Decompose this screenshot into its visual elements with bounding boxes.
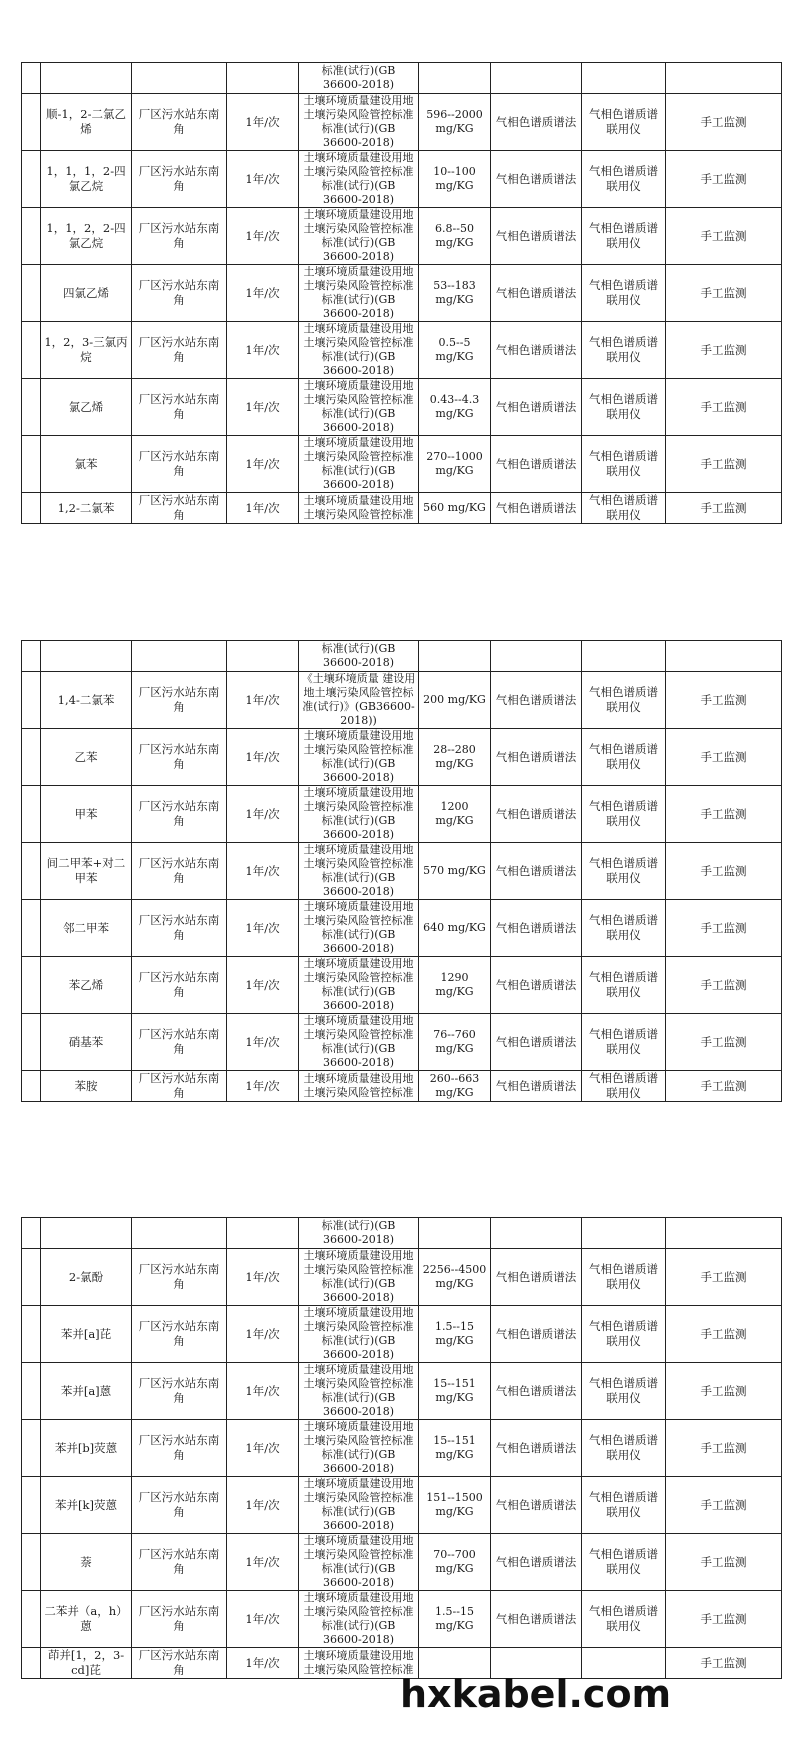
method-cell: 气相色谱质谱法 [491, 151, 582, 208]
standard-cell: 土壤环境质量建设用地土壤污染风险管控标准 [299, 493, 419, 524]
instrument-cell: 气相色谱质谱联用仪 [582, 1591, 666, 1648]
method-cell: 气相色谱质谱法 [491, 1420, 582, 1477]
method-cell: 气相色谱质谱法 [491, 1477, 582, 1534]
mode-cell: 手工监测 [666, 1534, 782, 1591]
index-cell [22, 1071, 41, 1102]
instrument-cell: 气相色谱质谱联用仪 [582, 322, 666, 379]
mode-cell: 手工监测 [666, 1477, 782, 1534]
standard-cell: 标准(试行)(GB 36600-2018) [299, 63, 419, 94]
location-cell: 厂区污水站东南角 [132, 1648, 227, 1679]
limit-cell: 151--1500 mg/KG [419, 1477, 491, 1534]
index-cell [22, 208, 41, 265]
index-cell [22, 493, 41, 524]
frequency-cell: 1年/次 [227, 1306, 299, 1363]
mode-cell: 手工监测 [666, 1363, 782, 1420]
mode-cell: 手工监测 [666, 786, 782, 843]
item-cell: 1，2，3-三氯丙烷 [41, 322, 132, 379]
mode-cell: 手工监测 [666, 265, 782, 322]
method-cell: 气相色谱质谱法 [491, 786, 582, 843]
frequency-cell: 1年/次 [227, 1363, 299, 1420]
standard-cell: 土壤环境质量建设用地土壤污染风险管控标准标准(试行)(GB 36600-2018) [299, 1591, 419, 1648]
frequency-cell: 1年/次 [227, 900, 299, 957]
item-cell: 苯胺 [41, 1071, 132, 1102]
limit-cell: 560 mg/KG [419, 493, 491, 524]
standard-cell: 土壤环境质量建设用地土壤污染风险管控标准标准(试行)(GB 36600-2018) [299, 843, 419, 900]
location-cell: 厂区污水站东南角 [132, 151, 227, 208]
table-row [22, 322, 782, 379]
table-row [22, 379, 782, 436]
mode-cell: 手工监测 [666, 957, 782, 1014]
location-cell: 厂区污水站东南角 [132, 1420, 227, 1477]
standard-cell: 土壤环境质量建设用地土壤污染风险管控标准标准(试行)(GB 36600-2018) [299, 729, 419, 786]
location-cell: 厂区污水站东南角 [132, 436, 227, 493]
item-cell: 顺-1，2-二氯乙烯 [41, 94, 132, 151]
frequency-cell: 1年/次 [227, 1477, 299, 1534]
standard-cell: 《土壤环境质量 建设用地土壤污染风险管控标准(试行)》(GB36600-2018)) [299, 672, 419, 729]
frequency-cell: 1年/次 [227, 843, 299, 900]
table-row [22, 1014, 782, 1071]
location-cell: 厂区污水站东南角 [132, 786, 227, 843]
location-cell: 厂区污水站东南角 [132, 265, 227, 322]
limit-cell: 1.5--15 mg/KG [419, 1306, 491, 1363]
empty-cell [132, 63, 227, 94]
index-cell [22, 1249, 41, 1306]
limit-cell: 1200 mg/KG [419, 786, 491, 843]
mode-cell: 手工监测 [666, 322, 782, 379]
table-row [22, 1071, 782, 1102]
index-cell [22, 1363, 41, 1420]
table-row-continuation [22, 63, 782, 94]
index-cell [22, 843, 41, 900]
instrument-cell: 气相色谱质谱联用仪 [582, 900, 666, 957]
frequency-cell: 1年/次 [227, 436, 299, 493]
limit-cell: 6.8--50 mg/KG [419, 208, 491, 265]
empty-cell [582, 1218, 666, 1249]
table-row [22, 1591, 782, 1648]
method-cell: 气相色谱质谱法 [491, 1534, 582, 1591]
empty-cell [491, 641, 582, 672]
method-cell: 气相色谱质谱法 [491, 1014, 582, 1071]
standard-cell: 土壤环境质量建设用地土壤污染风险管控标准标准(试行)(GB 36600-2018) [299, 94, 419, 151]
table-row [22, 672, 782, 729]
location-cell: 厂区污水站东南角 [132, 94, 227, 151]
mode-cell: 手工监测 [666, 729, 782, 786]
index-cell [22, 729, 41, 786]
standard-cell: 土壤环境质量建设用地土壤污染风险管控标准标准(试行)(GB 36600-2018) [299, 265, 419, 322]
instrument-cell: 气相色谱质谱联用仪 [582, 436, 666, 493]
instrument-cell: 气相色谱质谱联用仪 [582, 151, 666, 208]
table-row [22, 843, 782, 900]
frequency-cell: 1年/次 [227, 1014, 299, 1071]
mode-cell: 手工监测 [666, 1648, 782, 1679]
empty-cell [41, 641, 132, 672]
instrument-cell: 气相色谱质谱联用仪 [582, 1071, 666, 1102]
limit-cell: 1290 mg/KG [419, 957, 491, 1014]
monitoring-table [21, 640, 782, 1102]
instrument-cell: 气相色谱质谱联用仪 [582, 94, 666, 151]
item-cell: 茚并[1，2，3-cd]芘 [41, 1648, 132, 1679]
empty-cell [41, 63, 132, 94]
limit-cell: 260--663 mg/KG [419, 1071, 491, 1102]
table-row-continuation [22, 1218, 782, 1249]
instrument-cell: 气相色谱质谱联用仪 [582, 265, 666, 322]
instrument-cell: 气相色谱质谱联用仪 [582, 1534, 666, 1591]
table-row [22, 208, 782, 265]
frequency-cell: 1年/次 [227, 94, 299, 151]
instrument-cell: 气相色谱质谱联用仪 [582, 1420, 666, 1477]
standard-cell: 土壤环境质量建设用地土壤污染风险管控标准 [299, 1648, 419, 1679]
index-cell [22, 1591, 41, 1648]
frequency-cell: 1年/次 [227, 1648, 299, 1679]
index-cell [22, 1477, 41, 1534]
empty-cell [227, 641, 299, 672]
mode-cell: 手工监测 [666, 843, 782, 900]
location-cell: 厂区污水站东南角 [132, 843, 227, 900]
method-cell: 气相色谱质谱法 [491, 379, 582, 436]
frequency-cell: 1年/次 [227, 1591, 299, 1648]
mode-cell: 手工监测 [666, 436, 782, 493]
method-cell: 气相色谱质谱法 [491, 1591, 582, 1648]
frequency-cell: 1年/次 [227, 151, 299, 208]
standard-cell: 土壤环境质量建设用地土壤污染风险管控标准标准(试行)(GB 36600-2018) [299, 208, 419, 265]
table-row-continuation [22, 641, 782, 672]
standard-cell: 土壤环境质量建设用地土壤污染风险管控标准标准(试行)(GB 36600-2018) [299, 322, 419, 379]
mode-cell: 手工监测 [666, 1306, 782, 1363]
location-cell: 厂区污水站东南角 [132, 208, 227, 265]
location-cell: 厂区污水站东南角 [132, 1249, 227, 1306]
item-cell: 萘 [41, 1534, 132, 1591]
standard-cell: 土壤环境质量建设用地土壤污染风险管控标准标准(试行)(GB 36600-2018) [299, 1477, 419, 1534]
table-row [22, 957, 782, 1014]
table-row [22, 436, 782, 493]
standard-cell: 土壤环境质量建设用地土壤污染风险管控标准标准(试行)(GB 36600-2018) [299, 1363, 419, 1420]
table-row [22, 1363, 782, 1420]
mode-cell: 手工监测 [666, 900, 782, 957]
empty-cell [132, 641, 227, 672]
table-row [22, 94, 782, 151]
location-cell: 厂区污水站东南角 [132, 900, 227, 957]
limit-cell: 0.5--5 mg/KG [419, 322, 491, 379]
method-cell: 气相色谱质谱法 [491, 957, 582, 1014]
item-cell: 1,4-二氯苯 [41, 672, 132, 729]
table-row [22, 1534, 782, 1591]
index-cell [22, 94, 41, 151]
frequency-cell: 1年/次 [227, 1249, 299, 1306]
standard-cell: 土壤环境质量建设用地土壤污染风险管控标准标准(试行)(GB 36600-2018) [299, 1014, 419, 1071]
item-cell: 氯乙烯 [41, 379, 132, 436]
instrument-cell: 气相色谱质谱联用仪 [582, 1306, 666, 1363]
frequency-cell: 1年/次 [227, 672, 299, 729]
empty-cell [582, 641, 666, 672]
index-cell [22, 379, 41, 436]
index-cell [22, 1306, 41, 1363]
frequency-cell: 1年/次 [227, 208, 299, 265]
item-cell: 氯苯 [41, 436, 132, 493]
standard-cell: 土壤环境质量建设用地土壤污染风险管控标准标准(试行)(GB 36600-2018) [299, 900, 419, 957]
method-cell: 气相色谱质谱法 [491, 1249, 582, 1306]
item-cell: 2-氯酚 [41, 1249, 132, 1306]
mode-cell: 手工监测 [666, 379, 782, 436]
limit-cell: 15--151 mg/KG [419, 1420, 491, 1477]
limit-cell: 76--760 mg/KG [419, 1014, 491, 1071]
table-row [22, 1306, 782, 1363]
standard-cell: 土壤环境质量建设用地土壤污染风险管控标准标准(试行)(GB 36600-2018) [299, 1249, 419, 1306]
index-cell [22, 1648, 41, 1679]
frequency-cell: 1年/次 [227, 1420, 299, 1477]
limit-cell: 270--1000 mg/KG [419, 436, 491, 493]
location-cell: 厂区污水站东南角 [132, 1014, 227, 1071]
mode-cell: 手工监测 [666, 208, 782, 265]
empty-cell [22, 63, 41, 94]
monitoring-table [21, 62, 782, 524]
limit-cell: 2256--4500 mg/KG [419, 1249, 491, 1306]
item-cell: 1，1，1，2-四氯乙烷 [41, 151, 132, 208]
table-row [22, 786, 782, 843]
empty-cell [227, 63, 299, 94]
method-cell: 气相色谱质谱法 [491, 900, 582, 957]
location-cell: 厂区污水站东南角 [132, 1071, 227, 1102]
method-cell: 气相色谱质谱法 [491, 322, 582, 379]
item-cell: 苯并[a]蒽 [41, 1363, 132, 1420]
index-cell [22, 957, 41, 1014]
item-cell: 苯乙烯 [41, 957, 132, 1014]
table-row [22, 900, 782, 957]
table-row [22, 729, 782, 786]
standard-cell: 土壤环境质量建设用地土壤污染风险管控标准标准(试行)(GB 36600-2018) [299, 957, 419, 1014]
empty-cell [419, 1218, 491, 1249]
empty-cell [491, 1218, 582, 1249]
instrument-cell: 气相色谱质谱联用仪 [582, 1363, 666, 1420]
item-cell: 硝基苯 [41, 1014, 132, 1071]
empty-cell [419, 63, 491, 94]
limit-cell: 596--2000 mg/KG [419, 94, 491, 151]
instrument-cell: 气相色谱质谱联用仪 [582, 493, 666, 524]
index-cell [22, 900, 41, 957]
location-cell: 厂区污水站东南角 [132, 672, 227, 729]
index-cell [22, 786, 41, 843]
instrument-cell: 气相色谱质谱联用仪 [582, 957, 666, 1014]
instrument-cell: 气相色谱质谱联用仪 [582, 843, 666, 900]
item-cell: 二苯并（a，h）蒽 [41, 1591, 132, 1648]
mode-cell: 手工监测 [666, 493, 782, 524]
location-cell: 厂区污水站东南角 [132, 957, 227, 1014]
method-cell: 气相色谱质谱法 [491, 436, 582, 493]
item-cell: 苯并[a]芘 [41, 1306, 132, 1363]
table-row [22, 493, 782, 524]
item-cell: 邻二甲苯 [41, 900, 132, 957]
instrument-cell: 气相色谱质谱联用仪 [582, 786, 666, 843]
standard-cell: 标准(试行)(GB 36600-2018) [299, 1218, 419, 1249]
table-row [22, 1420, 782, 1477]
instrument-cell: 气相色谱质谱联用仪 [582, 1014, 666, 1071]
mode-cell: 手工监测 [666, 94, 782, 151]
limit-cell: 200 mg/KG [419, 672, 491, 729]
table-row [22, 151, 782, 208]
table-row [22, 265, 782, 322]
item-cell: 乙苯 [41, 729, 132, 786]
method-cell: 气相色谱质谱法 [491, 265, 582, 322]
frequency-cell: 1年/次 [227, 1071, 299, 1102]
location-cell: 厂区污水站东南角 [132, 1477, 227, 1534]
empty-cell [22, 641, 41, 672]
location-cell: 厂区污水站东南角 [132, 1306, 227, 1363]
empty-cell [666, 1218, 782, 1249]
frequency-cell: 1年/次 [227, 265, 299, 322]
item-cell: 1，1，2，2-四氯乙烷 [41, 208, 132, 265]
instrument-cell: 气相色谱质谱联用仪 [582, 672, 666, 729]
frequency-cell: 1年/次 [227, 729, 299, 786]
limit-cell: 1.5--15 mg/KG [419, 1591, 491, 1648]
frequency-cell: 1年/次 [227, 322, 299, 379]
standard-cell: 土壤环境质量建设用地土壤污染风险管控标准标准(试行)(GB 36600-2018) [299, 1534, 419, 1591]
limit-cell: 70--700 mg/KG [419, 1534, 491, 1591]
mode-cell: 手工监测 [666, 1014, 782, 1071]
empty-cell [491, 63, 582, 94]
frequency-cell: 1年/次 [227, 1534, 299, 1591]
location-cell: 厂区污水站东南角 [132, 1363, 227, 1420]
location-cell: 厂区污水站东南角 [132, 322, 227, 379]
method-cell: 气相色谱质谱法 [491, 1306, 582, 1363]
location-cell: 厂区污水站东南角 [132, 729, 227, 786]
instrument-cell: 气相色谱质谱联用仪 [582, 1477, 666, 1534]
index-cell [22, 1420, 41, 1477]
location-cell: 厂区污水站东南角 [132, 1534, 227, 1591]
item-cell: 间二甲苯+对二甲苯 [41, 843, 132, 900]
index-cell [22, 151, 41, 208]
empty-cell [419, 641, 491, 672]
limit-cell: 640 mg/KG [419, 900, 491, 957]
frequency-cell: 1年/次 [227, 379, 299, 436]
instrument-cell: 气相色谱质谱联用仪 [582, 208, 666, 265]
index-cell [22, 672, 41, 729]
item-cell: 苯并[b]荧蒽 [41, 1420, 132, 1477]
standard-cell: 土壤环境质量建设用地土壤污染风险管控标准标准(试行)(GB 36600-2018) [299, 436, 419, 493]
table-row [22, 1477, 782, 1534]
watermark-text: hxkabel.com [400, 1672, 672, 1716]
limit-cell: 570 mg/KG [419, 843, 491, 900]
location-cell: 厂区污水站东南角 [132, 493, 227, 524]
standard-cell: 土壤环境质量建设用地土壤污染风险管控标准标准(试行)(GB 36600-2018) [299, 1420, 419, 1477]
table-row [22, 1249, 782, 1306]
item-cell: 四氯乙烯 [41, 265, 132, 322]
method-cell: 气相色谱质谱法 [491, 493, 582, 524]
standard-cell: 土壤环境质量建设用地土壤污染风险管控标准标准(试行)(GB 36600-2018) [299, 1306, 419, 1363]
instrument-cell: 气相色谱质谱联用仪 [582, 379, 666, 436]
empty-cell [132, 1218, 227, 1249]
monitoring-table [21, 1217, 782, 1679]
empty-cell [227, 1218, 299, 1249]
standard-cell: 土壤环境质量建设用地土壤污染风险管控标准 [299, 1071, 419, 1102]
index-cell [22, 1014, 41, 1071]
item-cell: 苯并[k]荧蒽 [41, 1477, 132, 1534]
index-cell [22, 1534, 41, 1591]
limit-cell: 53--183 mg/KG [419, 265, 491, 322]
method-cell: 气相色谱质谱法 [491, 1363, 582, 1420]
mode-cell: 手工监测 [666, 1420, 782, 1477]
item-cell: 1,2-二氯苯 [41, 493, 132, 524]
limit-cell: 15--151 mg/KG [419, 1363, 491, 1420]
index-cell [22, 436, 41, 493]
empty-cell [41, 1218, 132, 1249]
item-cell: 甲苯 [41, 786, 132, 843]
index-cell [22, 322, 41, 379]
empty-cell [666, 641, 782, 672]
mode-cell: 手工监测 [666, 1071, 782, 1102]
standard-cell: 土壤环境质量建设用地土壤污染风险管控标准标准(试行)(GB 36600-2018) [299, 151, 419, 208]
limit-cell: 0.43--4.3 mg/KG [419, 379, 491, 436]
location-cell: 厂区污水站东南角 [132, 379, 227, 436]
limit-cell: 28--280 mg/KG [419, 729, 491, 786]
standard-cell: 土壤环境质量建设用地土壤污染风险管控标准标准(试行)(GB 36600-2018) [299, 786, 419, 843]
mode-cell: 手工监测 [666, 151, 782, 208]
index-cell [22, 265, 41, 322]
mode-cell: 手工监测 [666, 672, 782, 729]
mode-cell: 手工监测 [666, 1591, 782, 1648]
mode-cell: 手工监测 [666, 1249, 782, 1306]
method-cell: 气相色谱质谱法 [491, 94, 582, 151]
method-cell: 气相色谱质谱法 [491, 208, 582, 265]
instrument-cell: 气相色谱质谱联用仪 [582, 729, 666, 786]
method-cell: 气相色谱质谱法 [491, 729, 582, 786]
method-cell: 气相色谱质谱法 [491, 672, 582, 729]
frequency-cell: 1年/次 [227, 957, 299, 1014]
empty-cell [666, 63, 782, 94]
limit-cell: 10--100 mg/KG [419, 151, 491, 208]
frequency-cell: 1年/次 [227, 493, 299, 524]
frequency-cell: 1年/次 [227, 786, 299, 843]
empty-cell [22, 1218, 41, 1249]
empty-cell [582, 63, 666, 94]
instrument-cell: 气相色谱质谱联用仪 [582, 1249, 666, 1306]
location-cell: 厂区污水站东南角 [132, 1591, 227, 1648]
standard-cell: 标准(试行)(GB 36600-2018) [299, 641, 419, 672]
standard-cell: 土壤环境质量建设用地土壤污染风险管控标准标准(试行)(GB 36600-2018) [299, 379, 419, 436]
method-cell: 气相色谱质谱法 [491, 843, 582, 900]
method-cell: 气相色谱质谱法 [491, 1071, 582, 1102]
